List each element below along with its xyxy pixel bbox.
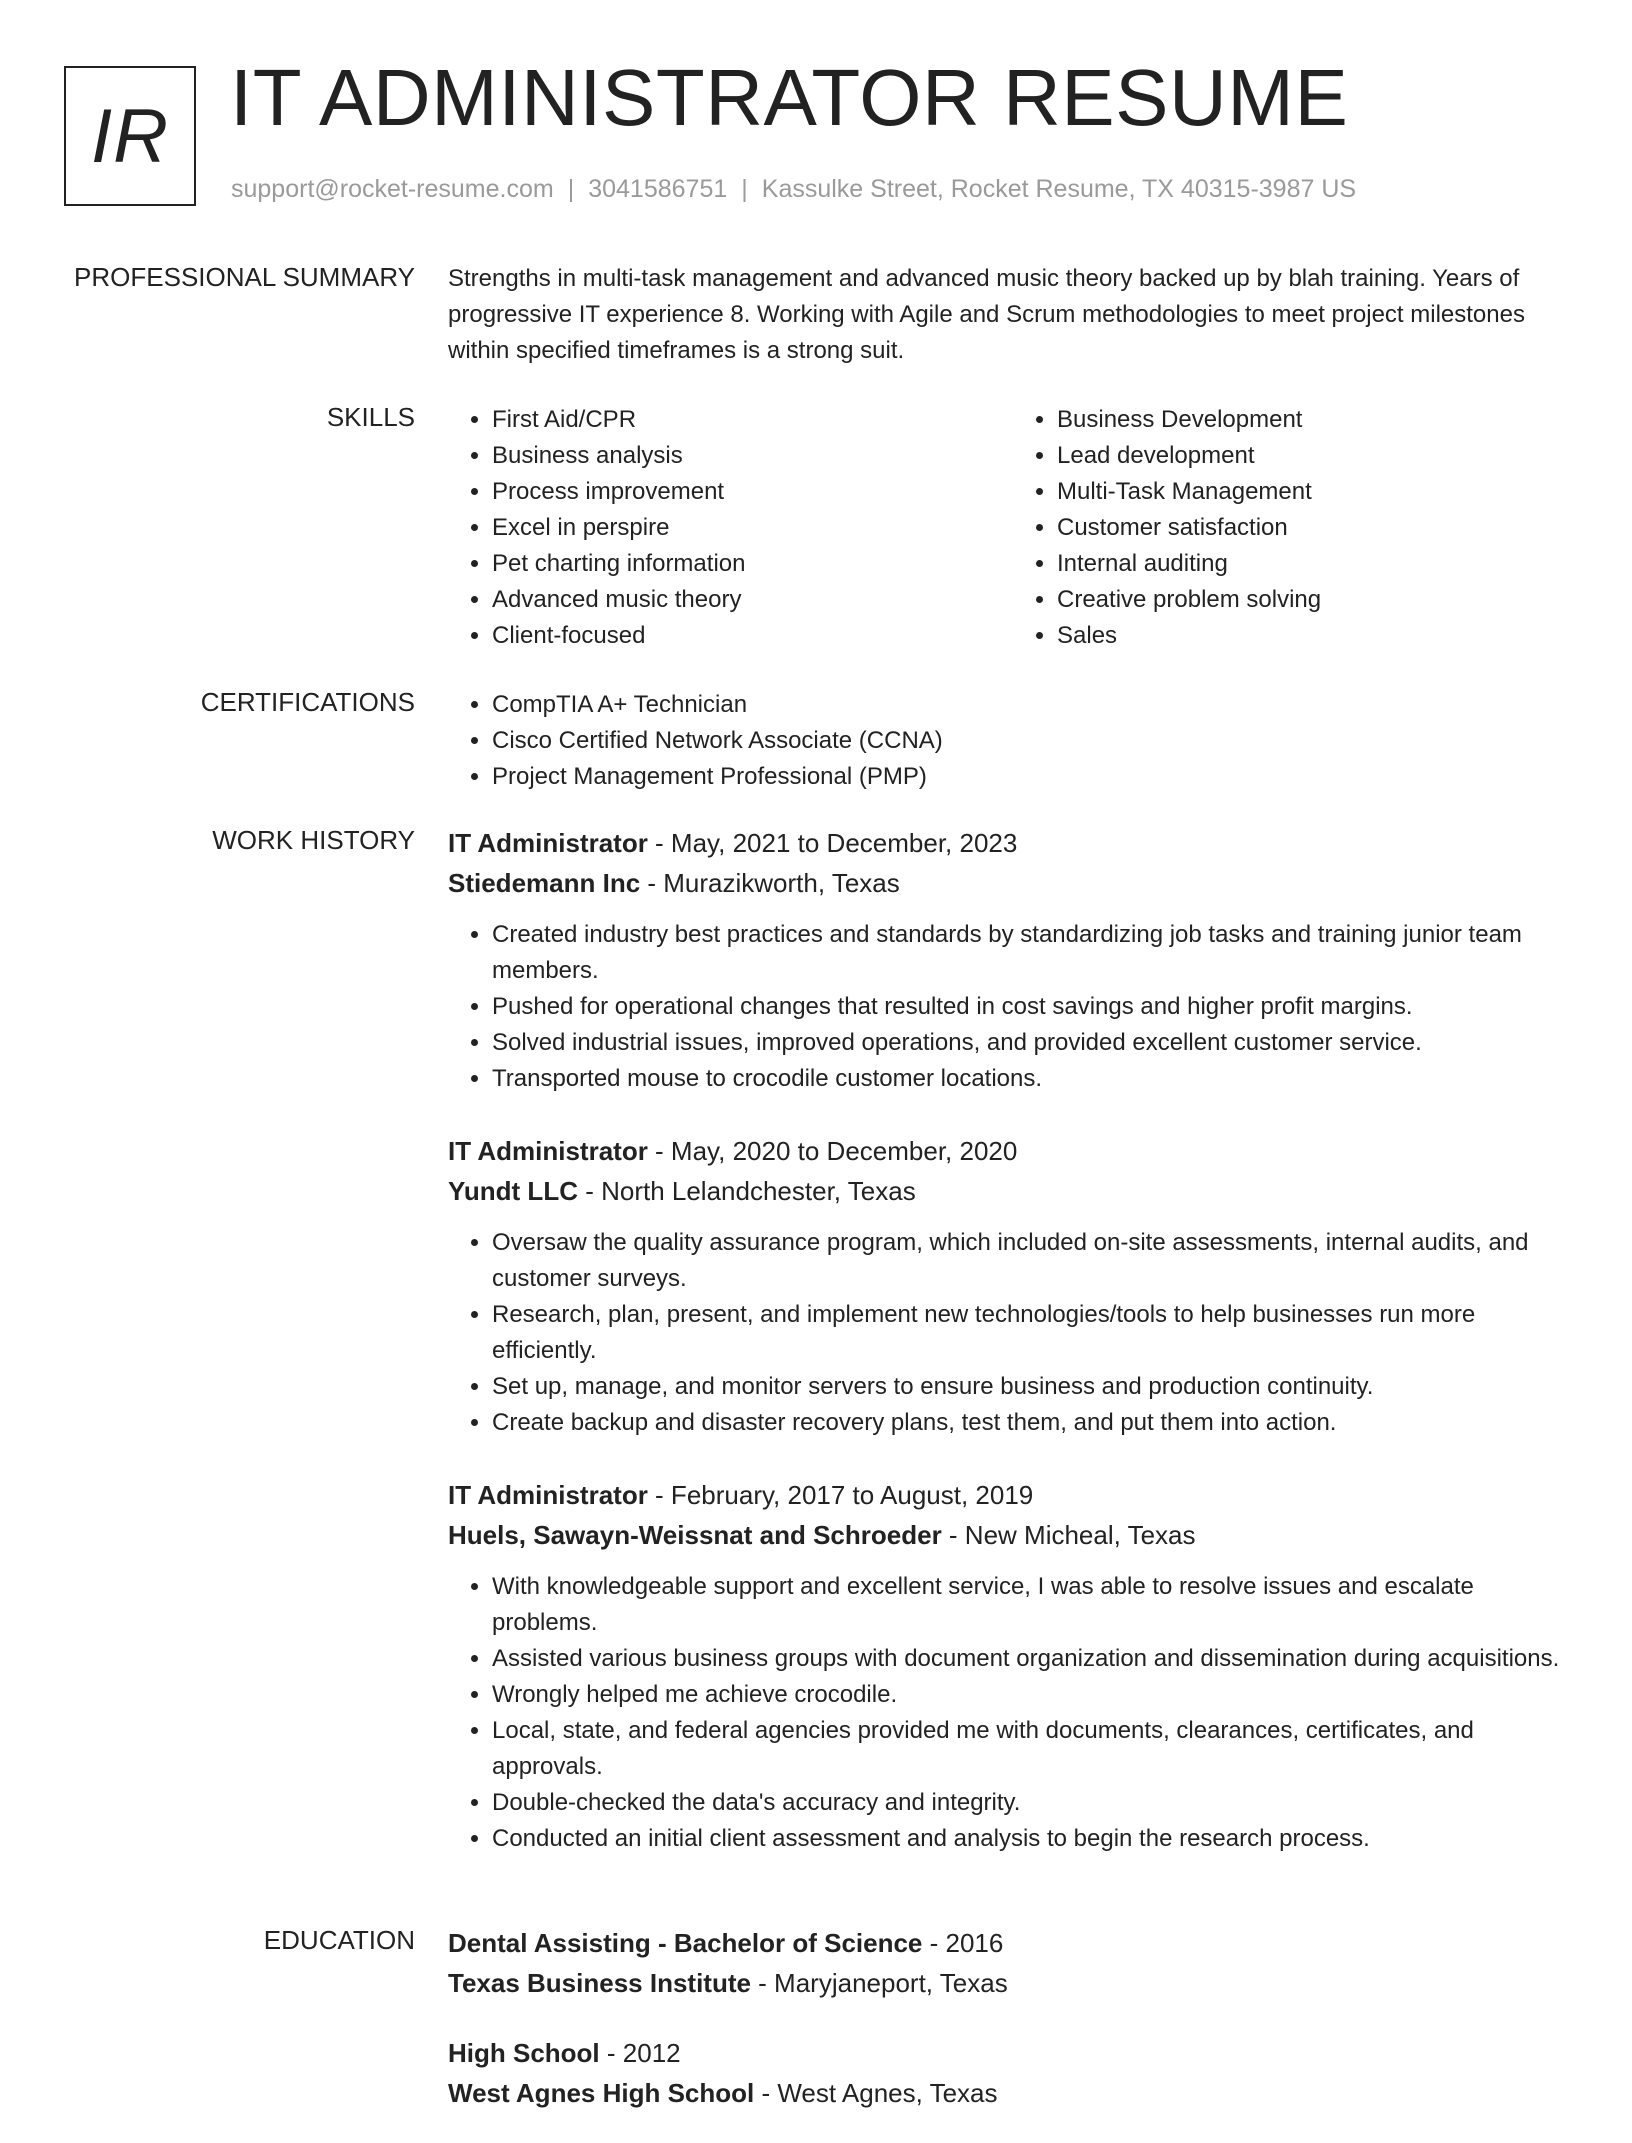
section-label-education: EDUCATION: [263, 1925, 415, 1955]
contact-line: [231, 175, 1356, 204]
education-location: - Maryjaneport, Texas: [750, 1968, 1008, 1998]
monogram-box: [64, 66, 196, 206]
section-label-summary: PROFESSIONAL SUMMARY: [74, 262, 415, 292]
job-bullet: • Wrongly helped me achieve crocodile.: [492, 1677, 1578, 1713]
certification-item: • Cisco Certified Network Associate (CCNA): [492, 723, 1578, 759]
job-company-line: [448, 1171, 1578, 1211]
education-entry: [448, 2033, 1578, 2113]
skill-item: • Sales: [1057, 618, 1578, 654]
job-company: Huels, Sawayn-Weissnat and Schroeder: [448, 1520, 942, 1550]
education-degree-line: [448, 2033, 1578, 2073]
job-bullets: [448, 917, 1578, 1097]
job-bullets: [448, 1225, 1578, 1441]
job-dates: - February, 2017 to August, 2019: [647, 1480, 1034, 1510]
job-title: IT Administrator: [448, 828, 648, 858]
contact-address: Kassulke Street, Rocket Resume, TX 40315-3987 US: [761, 175, 1357, 203]
education-year: - 2012: [599, 2038, 681, 2068]
education-degree: Dental Assisting - Bachelor of Science: [448, 1928, 923, 1958]
job-company: Stiedemann Inc: [448, 868, 641, 898]
job-bullet: • Double-checked the data's accuracy and integrity.: [492, 1785, 1578, 1821]
monogram-initials: IR: [91, 93, 169, 179]
job-title-line: [448, 1131, 1578, 1171]
job-entry: [448, 823, 1578, 1097]
education-school: West Agnes High School: [448, 2078, 755, 2108]
education-degree-line: [448, 1923, 1578, 1963]
education-year: - 2016: [922, 1928, 1004, 1958]
job-company: Yundt LLC: [448, 1176, 578, 1206]
certifications-body: [448, 687, 1578, 795]
job-bullet: • Pushed for operational changes that resulted in cost savings and higher profit margins.: [492, 989, 1578, 1025]
skill-item: • Creative problem solving: [1057, 582, 1578, 618]
section-label-skills: SKILLS: [326, 402, 415, 432]
job-bullet: • Transported mouse to crocodile customer locations.: [492, 1061, 1578, 1097]
job-location: - North Lelandchester, Texas: [577, 1176, 916, 1206]
page-title: IT ADMINISTRATOR RESUME: [230, 53, 1349, 142]
skills-list-right: [1013, 402, 1578, 654]
job-company-line: [448, 863, 1578, 903]
skill-item: • Pet charting information: [492, 546, 1013, 582]
job-bullet: • Solved industrial issues, improved operations, and provided excellent customer service.: [492, 1025, 1578, 1061]
job-bullet: • Create backup and disaster recovery plans, test them, and put them into action.: [492, 1405, 1578, 1441]
skill-item: • Lead development: [1057, 438, 1578, 474]
job-title-line: [448, 1475, 1578, 1515]
education-school-line: [448, 2073, 1578, 2113]
skill-item: • Business Development: [1057, 402, 1578, 438]
skill-item: • Multi-Task Management: [1057, 474, 1578, 510]
job-bullet: • Set up, manage, and monitor servers to ensure business and production continuity.: [492, 1369, 1578, 1405]
job-bullets: [448, 1569, 1578, 1857]
contact-phone[interactable]: 3041586751: [588, 175, 728, 203]
skill-item: • Excel in perspire: [492, 510, 1013, 546]
summary-text: Strengths in multi-task management and advanced music theory backed up by blah training. Years of progressive IT experience 8. Working with Agile and Scrum methodologies to meet project milestones within specified timeframes is a strong suit.: [448, 265, 1525, 364]
contact-email[interactable]: support@rocket-resume.com: [231, 175, 554, 203]
certifications-list: [448, 687, 1578, 795]
job-dates: - May, 2020 to December, 2020: [647, 1136, 1018, 1166]
section-label-certifications: CERTIFICATIONS: [200, 687, 415, 717]
skill-item: • Client-focused: [492, 618, 1013, 654]
job-company-line: [448, 1515, 1578, 1555]
job-bullet: • With knowledgeable support and excellent service, I was able to resolve issues and escalate problems.: [492, 1569, 1578, 1641]
skill-item: • Business analysis: [492, 438, 1013, 474]
education-school: Texas Business Institute: [448, 1968, 751, 1998]
job-bullet: • Assisted various business groups with document organization and dissemination during acquisitions.: [492, 1641, 1578, 1677]
skill-item: • First Aid/CPR: [492, 402, 1013, 438]
work-history-body: [448, 823, 1578, 1891]
skill-item: • Process improvement: [492, 474, 1013, 510]
job-location: - Murazikworth, Texas: [640, 868, 900, 898]
contact-separator: |: [741, 175, 748, 203]
contact-separator: |: [567, 175, 575, 203]
job-title-line: [448, 823, 1578, 863]
job-bullet: • Conducted an initial client assessment and analysis to begin the research process.: [492, 1821, 1578, 1857]
job-dates: - May, 2021 to December, 2023: [647, 828, 1018, 858]
certification-item: • CompTIA A+ Technician: [492, 687, 1578, 723]
skill-item: • Internal auditing: [1057, 546, 1578, 582]
job-location: - New Micheal, Texas: [941, 1520, 1196, 1550]
education-degree: High School: [448, 2038, 600, 2068]
section-label-work-history: WORK HISTORY: [212, 825, 415, 855]
education-location: - West Agnes, Texas: [754, 2078, 998, 2108]
job-bullet: • Oversaw the quality assurance program, which included on-site assessments, internal audits, and customer surveys.: [492, 1225, 1578, 1297]
job-entry: [448, 1131, 1578, 1441]
skills-columns: [448, 402, 1578, 654]
education-body: [448, 1923, 1578, 2143]
job-title: IT Administrator: [448, 1136, 648, 1166]
job-title: IT Administrator: [448, 1480, 648, 1510]
job-entry: [448, 1475, 1578, 1857]
certification-item: • Project Management Professional (PMP): [492, 759, 1578, 795]
skill-item: • Advanced music theory: [492, 582, 1013, 618]
education-school-line: [448, 1963, 1578, 2003]
job-bullet: • Research, plan, present, and implement new technologies/tools to help businesses run more efficiently.: [492, 1297, 1578, 1369]
job-bullet: • Local, state, and federal agencies provided me with documents, clearances, certificates, and approvals.: [492, 1713, 1578, 1785]
job-bullet: • Created industry best practices and standards by standardizing job tasks and training junior team members.: [492, 917, 1578, 989]
education-entry: [448, 1923, 1578, 2003]
skills-list-left: [448, 402, 1013, 654]
skill-item: • Customer satisfaction: [1057, 510, 1578, 546]
